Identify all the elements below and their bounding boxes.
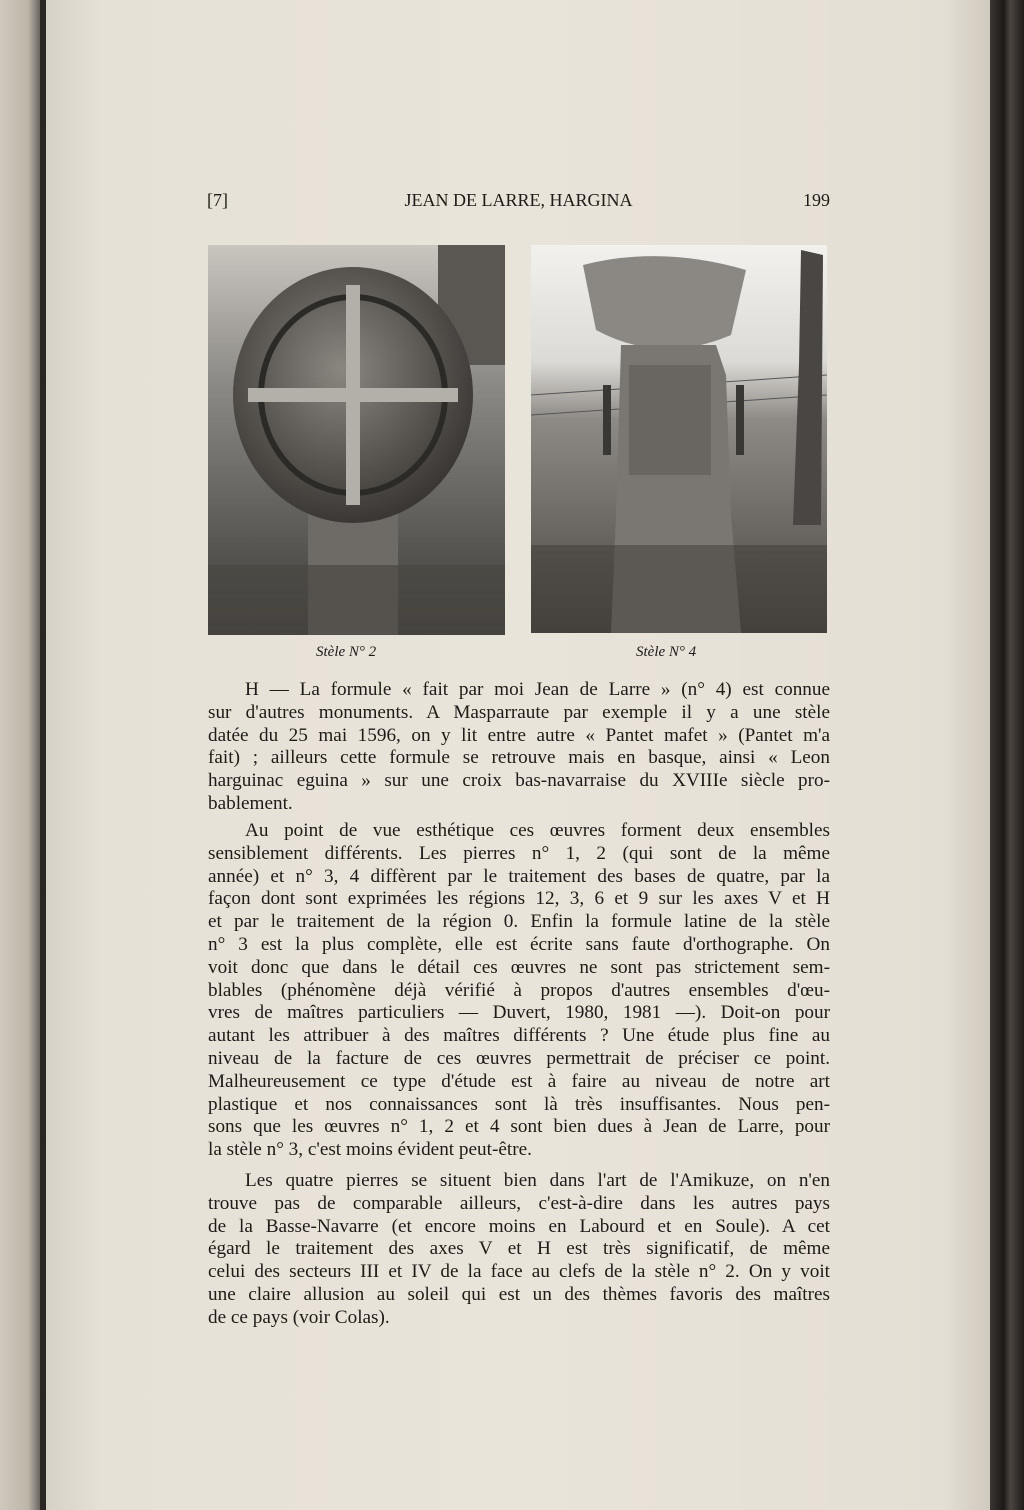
text-line: sur d'autres monuments. A Masparraute par exemple il y a une stèle	[208, 701, 830, 723]
text-line: plastique et nos connaissances sont là très insuffisantes. Nous pen-	[208, 1093, 830, 1115]
paragraph-h	[208, 679, 830, 816]
adjacent-page-edge	[0, 0, 40, 1510]
running-title: JEAN DE LARRE, HARGINA	[404, 190, 633, 210]
text-line: une claire allusion au soleil qui est un des thèmes favoris des maîtres	[208, 1283, 830, 1305]
text-line: niveau de la facture de ces œuvres permettrait de préciser ce point.	[208, 1047, 830, 1069]
text-line: harguinac eguina » sur une croix bas-navarraise du XVIIIe siècle pro-	[208, 770, 830, 792]
text-line: fait) ; ailleurs cette formule se retrouve mais en basque, ainsi « Leon	[208, 747, 830, 769]
section-number: [7]	[207, 190, 228, 210]
text-line: H — La formule « fait par moi Jean de Larre » (n° 4) est connue	[245, 679, 830, 700]
text-line: voit donc que dans le détail ces œuvres ne sont pas strictement sem-	[208, 956, 830, 978]
text-line: vres de maîtres particuliers — Duvert, 1980, 1981 —). Doit-on pour	[208, 1002, 830, 1024]
paragraph-amikuze	[208, 1170, 830, 1330]
text-line: celui des secteurs III et IV de la face au clefs de la stèle n° 2. On y voit	[208, 1261, 830, 1283]
photo-stele-4	[531, 245, 827, 633]
text-line: n° 3 est la plus complète, elle est écrite sans faute d'orthographe. On	[208, 933, 830, 955]
text-line: blables (phénomène déjà vérifié à propos d'autres ensembles d'œu-	[208, 979, 830, 1001]
paragraph-esthetique	[208, 820, 830, 1162]
text-line: de ce pays (voir Colas).	[208, 1306, 390, 1328]
text-line: de la Basse-Navarre (et encore moins en Labourd et en Soule). A cet	[208, 1215, 830, 1237]
page-number: 199	[803, 190, 830, 210]
text-line: égard le traitement des axes V et H est très significatif, de même	[208, 1238, 830, 1260]
text-line: Malheureusement ce type d'étude est à faire au niveau de notre art	[208, 1070, 830, 1092]
text-line: datée du 25 mai 1596, on y lit entre autre « Pantet mafet » (Pantet m'a	[208, 724, 830, 746]
text-line: année) et n° 3, 4 diffèrent par le traitement des bases de quatre, par la	[208, 865, 830, 887]
text-line: trouve pas de comparable ailleurs, c'est-à-dire dans les autres pays	[208, 1192, 830, 1214]
figure-caption: Stèle N° 2	[316, 644, 377, 660]
text-line: façon dont sont exprimées les régions 12, 3, 6 et 9 sur les axes V et H	[208, 888, 830, 910]
text-line: autant les attribuer à des maîtres différents ? Une étude plus fine au	[208, 1025, 830, 1047]
text-line: sons que les œuvres n° 1, 2 et 4 sont bien dues à Jean de Larre, pour	[208, 1116, 830, 1138]
running-header	[207, 190, 830, 216]
text-line: et par le traitement de la région 0. Enfin la formule latine de la stèle	[208, 911, 830, 933]
photo-stele-2	[208, 245, 505, 635]
text-line: bablement.	[208, 792, 293, 814]
page-stack-edge	[990, 0, 1024, 1510]
text-line: Les quatre pierres se situent bien dans l'art de l'Amikuze, on n'en	[245, 1170, 830, 1191]
text-line: Au point de vue esthétique ces œuvres forment deux ensembles	[245, 820, 830, 841]
text-line: la stèle n° 3, c'est moins évident peut-être.	[208, 1139, 532, 1161]
text-line: sensiblement différents. Les pierres n° 1, 2 (qui sont de la même	[208, 842, 830, 864]
figure-caption: Stèle N° 4	[636, 644, 697, 660]
